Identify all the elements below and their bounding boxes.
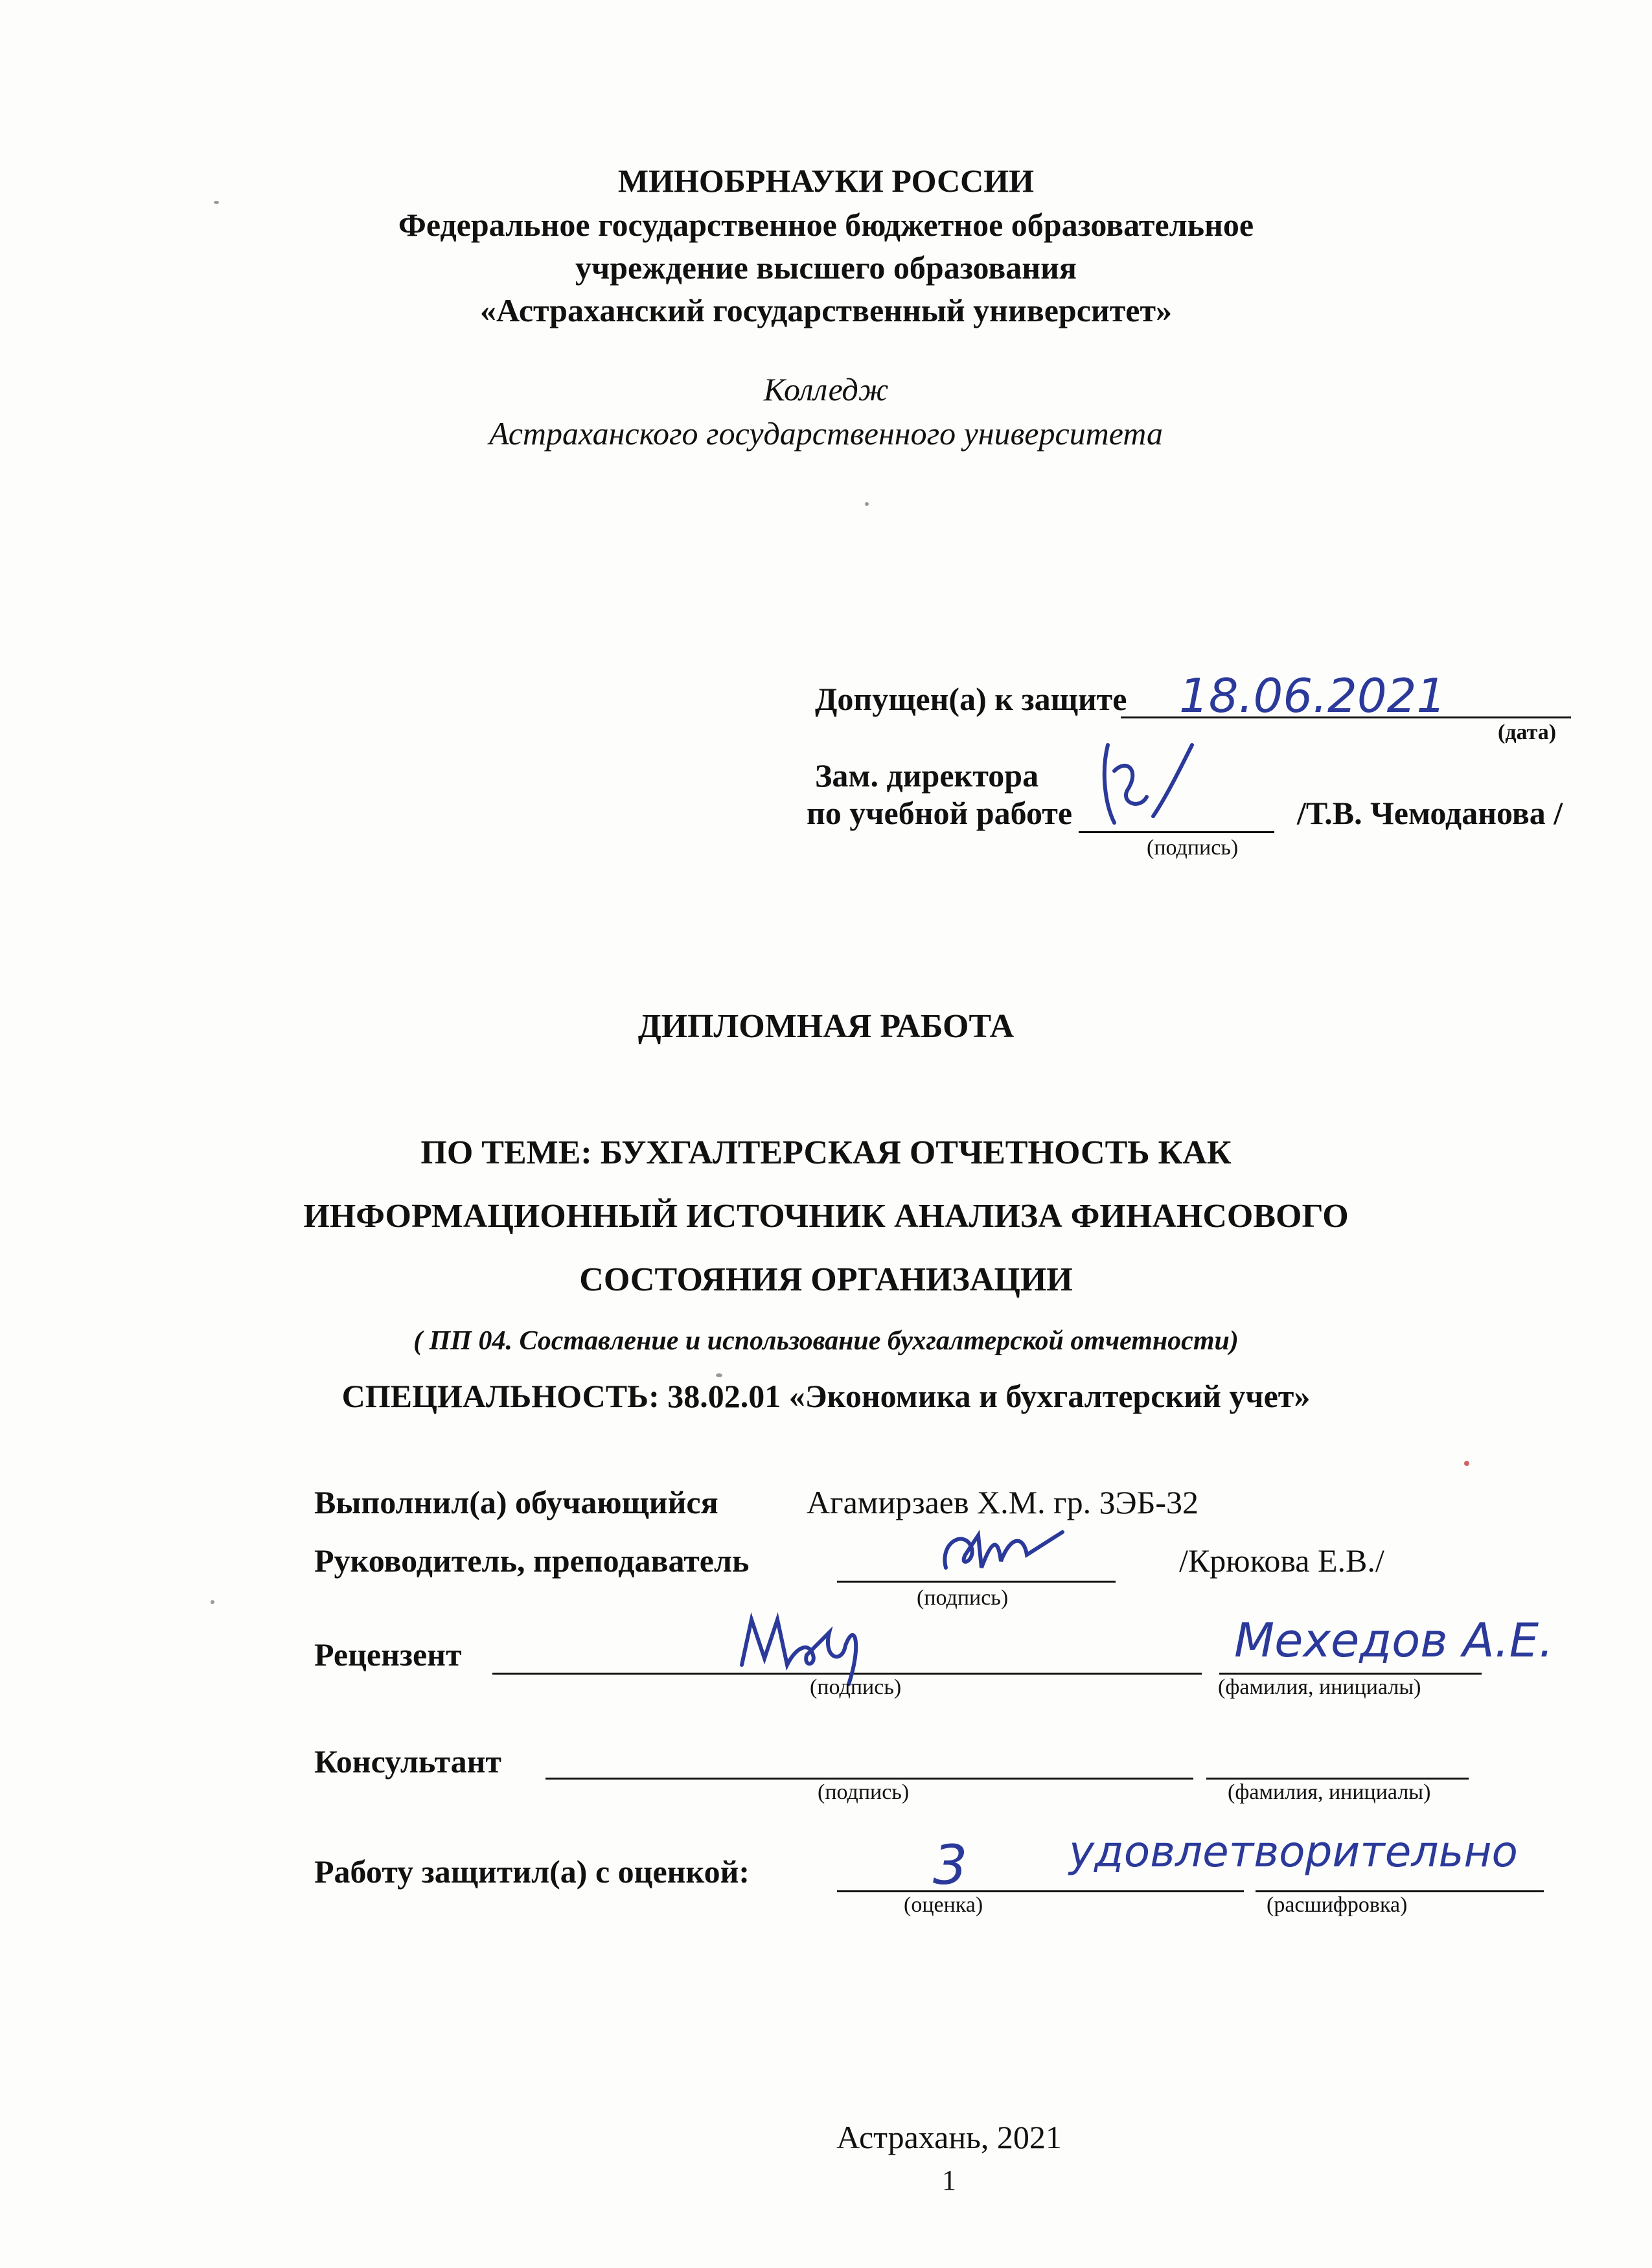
supervisor-signature-icon	[933, 1516, 1075, 1581]
topic-line-2: ИНФОРМАЦИОННЫЙ ИСТОЧНИК АНАЛИЗА ФИНАНСОВОГО	[303, 1198, 1349, 1235]
decode-line	[1256, 1890, 1544, 1892]
date-caption: (дата)	[1498, 720, 1557, 744]
grade-handwritten: 3	[933, 1833, 968, 1897]
scan-speck	[716, 1373, 722, 1377]
topic-line-1: ПО ТЕМЕ: БУХГАЛТЕРСКАЯ ОТЧЕТНОСТЬ КАК	[420, 1134, 1232, 1171]
reviewer-name-line	[1219, 1673, 1482, 1675]
consultant-label: Консультант	[314, 1743, 501, 1780]
grade-line	[837, 1890, 1244, 1892]
grade-caption: (оценка)	[904, 1893, 983, 1917]
deputy-line-1: Зам. директора	[815, 757, 1039, 794]
supervisor-signature-line	[837, 1581, 1116, 1583]
admission-label: Допущен(а) к защите	[815, 681, 1127, 717]
university-name: «Астраханский государственный университет»	[479, 292, 1173, 328]
admission-date-handwritten: 18.06.2021	[1179, 669, 1447, 723]
deputy-signature-icon	[1088, 732, 1205, 836]
scan-speck	[214, 201, 219, 204]
institution-line-1: Федеральное государственное бюджетное образовательное	[398, 207, 1254, 243]
deputy-signature-caption: (подпись)	[1147, 836, 1239, 860]
work-type: ДИПЛОМНАЯ РАБОТА	[637, 1008, 1015, 1045]
decode-caption: (расшифровка)	[1267, 1893, 1408, 1917]
ministry-title: МИНОБРНАУКИ РОССИИ	[617, 163, 1035, 199]
grade-label: Работу защитил(а) с оценкой:	[314, 1853, 750, 1890]
deputy-line-2: по учебной работе	[807, 795, 1073, 831]
institution-line-2: учреждение высшего образования	[575, 249, 1077, 286]
specialty-label: СПЕЦИАЛЬНОСТЬ:	[341, 1378, 660, 1414]
topic-line-3: СОСТОЯНИЯ ОРГАНИЗАЦИИ	[579, 1261, 1073, 1298]
reviewer-name-handwritten: Мехедов А.Е.	[1234, 1613, 1554, 1667]
performer-value: Агамирзаев Х.М. гр. ЗЭБ-32	[807, 1484, 1199, 1520]
college-line-1: Колледж	[763, 371, 889, 407]
reviewer-sign-caption: (подпись)	[810, 1675, 902, 1699]
performer-label: Выполнил(а) обучающийся	[314, 1484, 718, 1520]
scan-speck	[211, 1600, 214, 1604]
decode-handwritten: удовлетворительно	[1069, 1827, 1518, 1877]
page-number: 1	[942, 2164, 956, 2196]
supervisor-name: /Крюкова Е.В./	[1179, 1542, 1384, 1579]
consultant-name-line	[1206, 1778, 1469, 1780]
supervisor-label: Руководитель, преподаватель	[314, 1542, 750, 1579]
module-title: ( ПП 04. Составление и использование бухгалтерской отчетности)	[413, 1326, 1239, 1356]
scan-speck	[1464, 1461, 1469, 1466]
reviewer-label: Рецензент	[314, 1636, 462, 1673]
reviewer-name-caption: (фамилия, инициалы)	[1218, 1675, 1421, 1699]
deputy-name: /Т.В. Чемоданова /	[1297, 795, 1563, 831]
scan-speck	[865, 502, 869, 506]
specialty-value: 38.02.01 «Экономика и бухгалтерский учет»	[667, 1378, 1311, 1414]
consultant-sign-caption: (подпись)	[818, 1780, 910, 1804]
city-year: Астрахань, 2021	[836, 2119, 1062, 2155]
supervisor-caption: (подпись)	[917, 1586, 1009, 1610]
specialty	[0, 1377, 1652, 1415]
college-line-2: Астраханского государственного университета	[488, 415, 1164, 452]
consultant-signature-line	[545, 1778, 1193, 1780]
consultant-name-caption: (фамилия, инициалы)	[1228, 1780, 1431, 1804]
